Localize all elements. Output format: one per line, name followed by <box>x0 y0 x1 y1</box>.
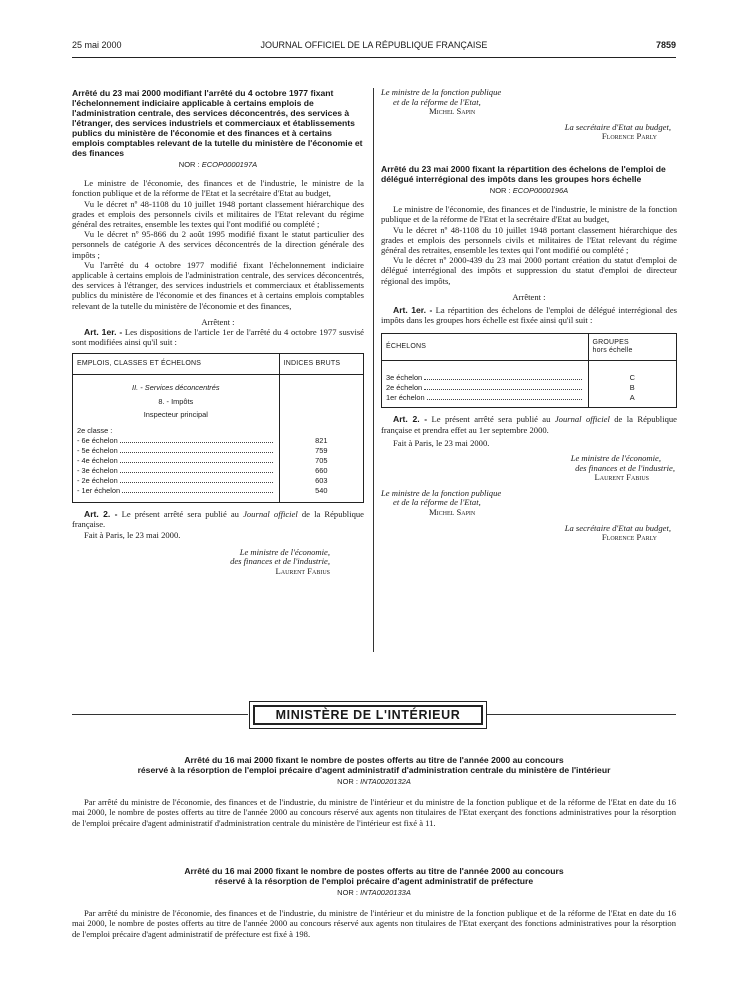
right-top-signatures <box>381 88 677 142</box>
right-para: Le ministre de l'économie, des finances et de l'industrie, le ministre de la fonction publique et de la réforme de l'Etat et la secrétaire d'Etat au budget, <box>381 204 677 225</box>
left-art1 <box>72 327 364 347</box>
sig-name: Laurent Fabius <box>594 472 649 483</box>
right-fait: Fait à Paris, le 23 mai 2000. <box>393 437 490 448</box>
nor-label: NOR : <box>178 160 202 169</box>
art1-label: Art. 1er. - <box>393 305 433 315</box>
sig-line: des finances et de l'industrie, <box>230 556 330 567</box>
table-row <box>77 476 275 486</box>
sig-line: et de la réforme de l'Etat, <box>393 96 481 107</box>
nor-label: NOR : <box>489 185 513 195</box>
header-rule <box>72 57 676 58</box>
row-value: 603 <box>315 476 328 486</box>
art2-text: Le présent arrêté sera publié au <box>117 509 244 520</box>
bottom-arrete-1 <box>72 755 676 828</box>
ministry-rule-left <box>72 714 248 715</box>
sig-line: des finances et de l'industrie, <box>575 462 675 473</box>
left-para: Le ministre de l'économie, des finances et de l'industrie, le ministre de la fonction publique et de la réforme de l'Etat et la secrétaire d'Etat au budget, <box>72 178 364 199</box>
right-signatures <box>381 454 677 543</box>
row-value: 540 <box>315 486 328 496</box>
row-label: 2e échelon <box>386 383 423 393</box>
table-body-labels <box>73 375 280 503</box>
row-value: A <box>629 393 635 403</box>
sig-line: Le ministre de l'économie, <box>570 453 661 464</box>
right-column <box>381 88 677 543</box>
journal-title: JOURNAL OFFICIEL DE LA RÉPUBLIQUE FRANÇAISE <box>260 40 488 50</box>
row-label: - 3e échelon <box>77 466 118 476</box>
bottom1-title-line: Arrêté du 16 mai 2000 fixant le nombre de postes offerts au titre de l'année 2000 au concours <box>184 755 564 765</box>
table-row <box>77 466 275 476</box>
art2-journal: Journal officiel <box>554 414 610 425</box>
art1-text: La répartition des échelons de l'emploi de délégué interrégional des impôts dans les groupes hors échelle est fixée ainsi qu'il suit : <box>381 305 677 326</box>
row-label: - 1er échelon <box>77 486 121 496</box>
sig-name: Michel Sapin <box>429 106 476 117</box>
row-value: 759 <box>315 446 328 456</box>
row-label: - 6e échelon <box>77 436 118 446</box>
nor-label: NOR : <box>337 777 361 786</box>
sig-name: Florence Parly <box>601 532 657 543</box>
sig-line: et de la réforme de l'Etat, <box>393 497 481 508</box>
column-divider <box>373 88 374 652</box>
left-para: Vu l'arrêté du 4 octobre 1977 modifié fixant l'échelonnement indiciaire applicable à certains emplois de l'administration centrale, des services déconcentrés, des services à l'étranger, des services industriels et commerciaux et établissements publics du ministère de l'économie et des finances et à certains emplois comptables relevant de la tutelle du ministère de l'économie et des finances, <box>72 259 364 311</box>
left-para: Vu le décret nº 48-1108 du 10 juillet 1948 portant classement hiérarchique des grades et emplois des personnels civils et militaires de l'Etat relevant du régime général des retraites, ensemble les textes qui l'ont modifié ou complété ; <box>72 198 364 230</box>
right-groupes-table <box>381 333 677 408</box>
left-signature <box>72 548 364 577</box>
art2-text: de la République française. <box>72 509 364 530</box>
sig-line: Le ministre de la fonction publique <box>381 487 502 498</box>
table-subsection: 8. - Impôts <box>158 396 194 406</box>
left-nor <box>72 160 364 170</box>
row-value: 660 <box>315 466 328 476</box>
sig-name: Florence Parly <box>601 131 657 142</box>
row-label: - 4e échelon <box>77 456 118 466</box>
right-art1 <box>381 305 677 325</box>
art2-text: Le présent arrêté sera publié au <box>427 414 555 425</box>
art2-label: Art. 2. - <box>84 509 118 520</box>
page-number: 7859 <box>655 40 676 50</box>
row-value: B <box>629 383 635 393</box>
table-body-labels <box>382 361 589 408</box>
row-label: 3e échelon <box>386 373 423 383</box>
bottom-arrete-2 <box>72 866 676 939</box>
bottom2-title-line: réservé à la résorption de l'emploi précaire d'agent administratif de préfecture <box>214 876 534 886</box>
left-art2 <box>72 509 364 529</box>
bottom1-text: Par arrêté du ministre de l'économie, des finances et de l'industrie, du ministre de l'intérieur et du ministre de la fonction publique et de la réforme de l'Etat en date du 16 mai 2000, le nombre de postes offerts au titre de l'année 2000 au concours réservé aux agents non titulaires de l'Etat exerçant des fonctions administratives pour la résorption de l'emploi précaire d'agent administratif d'administration centrale du ministère de l'intérieur est fixé à 11. <box>72 797 676 828</box>
row-label: 1er échelon <box>386 393 425 403</box>
sig-line: Le ministre de la fonction publique <box>381 87 502 97</box>
nor-code: INTA0020133A <box>360 888 411 897</box>
bottom1-nor <box>72 777 676 787</box>
bottom1-title-line: réservé à la résorption de l'emploi précaire d'agent administratif d'administration centrale du ministère de l'intérieur <box>137 765 611 775</box>
row-label: - 2e échelon <box>77 476 118 486</box>
bottom2-text: Par arrêté du ministre de l'économie, des finances et de l'industrie, du ministre de l'intérieur et du ministre de la fonction publique et de la réforme de l'Etat en date du 16 mai 2000, le nombre de postes offerts au titre de l'année 2000 au concours réservé aux agents non titulaires de l'Etat exerçant des fonctions administratives pour la résorption de l'emploi précaire d'agent administratif de préfecture est fixé à 198. <box>72 908 676 939</box>
table-header-echelons: ÉCHELONS <box>382 334 589 361</box>
row-value: 705 <box>315 456 328 466</box>
nor-code: ECOP0000197A <box>201 160 258 169</box>
left-indices-table <box>72 353 364 503</box>
sig-line: Le ministre de l'économie, <box>239 546 330 557</box>
header-date: 25 mai 2000 <box>72 40 122 50</box>
right-art2 <box>381 414 677 434</box>
nor-label: NOR : <box>337 888 361 897</box>
table-row <box>77 446 275 456</box>
table-section: II. - Services déconcentrés <box>132 383 220 393</box>
table-row <box>386 383 584 393</box>
sig-line: La secrétaire d'Etat au budget, <box>564 522 671 533</box>
table-row <box>77 436 275 446</box>
bottom2-title-line: Arrêté du 16 mai 2000 fixant le nombre de postes offerts au titre de l'année 2000 au concours <box>184 866 564 876</box>
art2-journal: Journal officiel <box>243 509 298 520</box>
row-value: C <box>629 373 635 383</box>
table-header-groupes <box>588 334 677 361</box>
header-line: hors échelle <box>592 347 633 355</box>
bottom2-nor <box>72 888 676 898</box>
left-column <box>72 88 364 577</box>
sig-line: La secrétaire d'Etat au budget, <box>564 121 671 132</box>
page-header <box>72 40 676 56</box>
table-row <box>77 486 275 496</box>
right-arretent: Arrêtent : <box>512 291 546 302</box>
right-para: Vu le décret nº 2000-439 du 23 mai 2000 portant création du statut d'emploi de délégué interrégional des impôts et suppression du statut d'emploi de directeur régional des impôts, <box>381 255 677 286</box>
table-row <box>77 456 275 466</box>
table-classe: 2e classe : <box>77 426 113 436</box>
left-para: Vu le décret nº 95-866 du 2 août 1995 modifié fixant le statut particulier des personnels de catégorie A des services déconcentrés de la direction générale des impôts ; <box>72 229 364 260</box>
art1-label: Art. 1er. - <box>84 327 123 338</box>
table-row <box>386 393 584 403</box>
right-nor <box>381 186 677 196</box>
table-header-emplois: EMPLOIS, CLASSES ET ÉCHELONS <box>73 354 280 375</box>
table-grade: Inspecteur principal <box>143 409 208 419</box>
left-arrete-title: Arrêté du 23 mai 2000 modifiant l'arrêté du 4 octobre 1977 fixant l'échelonnement indiciaire applicable à certains emplois de l'administration centrale, des services déconcentrés, des services à l'étranger, des services industriels et commerciaux et établissements publics du ministère de l'économie et des finances et à certains emplois comptables relevant de la tutelle du ministère de l'économie et des finances <box>72 88 363 158</box>
row-value: 821 <box>315 436 328 446</box>
nor-code: INTA0020132A <box>360 777 411 786</box>
ministry-rule-right <box>487 714 676 715</box>
sig-name: Michel Sapin <box>429 506 476 517</box>
art1-text: Les dispositions de l'article 1er de l'arrêté du 4 octobre 1977 susvisé sont modifiées ainsi qu'il suit : <box>72 327 364 348</box>
nor-code: ECOP0000196A <box>512 185 569 195</box>
row-label: - 5e échelon <box>77 446 118 456</box>
table-row <box>386 373 584 383</box>
table-body-values <box>588 361 677 408</box>
ministry-banner <box>249 701 487 729</box>
sig-name: Laurent Fabius <box>275 566 330 577</box>
header-line: GROUPES <box>592 339 629 347</box>
right-para: Vu le décret nº 48-1108 du 10 juillet 1948 portant classement hiérarchique des grades et emplois des personnels civils et militaires de l'Etat relevant du régime général des retraites, ensemble les textes qui l'ont modifié ou complété ; <box>381 224 677 255</box>
art2-label: Art. 2. - <box>393 414 428 425</box>
table-header-indices: INDICES BRUTS <box>279 354 363 375</box>
art2-text: de la République française et prendra effet au 1er septembre 2000. <box>381 414 677 435</box>
right-arrete-title: Arrêté du 23 mai 2000 fixant la répartition des échelons de l'emploi de délégué interrégional des impôts dans les groupes hors échelle <box>381 163 666 184</box>
left-arretent: Arrêtent : <box>201 316 235 327</box>
ministry-title: MINISTÈRE DE L'INTÉRIEUR <box>253 705 483 725</box>
left-fait: Fait à Paris, le 23 mai 2000. <box>84 529 181 540</box>
table-body-values <box>279 375 363 503</box>
